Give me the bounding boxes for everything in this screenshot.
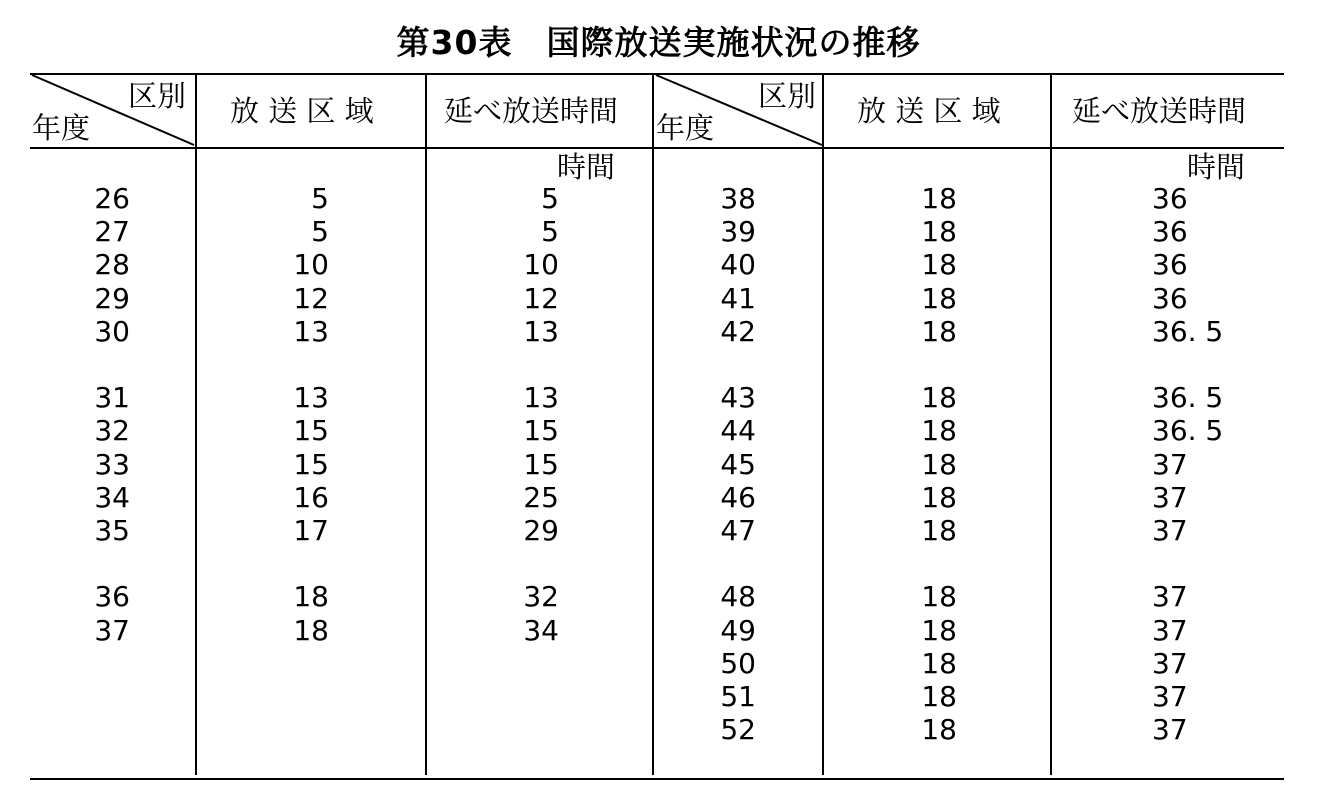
cell-right-areas: 18 [921,613,957,647]
cell-right-hours: 36 [1152,215,1188,249]
cell-left-areas: 17 [293,514,329,547]
cell-right-hours: 37 [1152,713,1188,747]
cell-left-year: 29 [94,281,130,315]
cell-left-areas: 12 [293,281,329,315]
cell-left-hours: 13 [523,381,559,415]
cell-right-year: 45 [720,447,756,481]
cell-left-year: 33 [94,447,130,481]
cell-right-areas: 18 [921,381,957,415]
cell-right-hours: 37 [1152,514,1188,547]
cell-right-areas: 18 [921,680,957,713]
cell-right-hours: 37 [1152,580,1188,614]
cell-right-areas: 18 [921,182,957,215]
cell-right-hours: 37 [1152,447,1188,481]
cell-right-areas: 18 [921,314,957,348]
col-header-broadcast-area-left: 放 送 区 域 [230,94,374,128]
cell-left-areas: 15 [293,447,329,481]
cell-left-hours: 12 [523,281,559,315]
cell-left-areas: 16 [293,480,329,514]
cell-left-hours: 25 [523,480,559,514]
table-title: 第30表 国際放送実施状況の推移 [396,23,921,62]
col-divider-2 [425,73,427,775]
cell-left-areas: 18 [293,613,329,647]
col-divider-1 [195,73,197,775]
cell-right-areas: 18 [921,580,957,614]
cell-right-year: 49 [720,613,756,647]
cell-left-year: 34 [94,480,130,514]
cell-right-year: 46 [720,480,756,514]
col-header-broadcast-hours-right: 延べ放送時間 [1072,94,1247,128]
col-divider-4 [822,73,824,775]
cell-right-areas: 18 [921,215,957,249]
col-header-broadcast-hours-left: 延べ放送時間 [444,94,619,128]
cell-left-year: 31 [94,381,130,415]
cell-right-year: 47 [720,514,756,547]
cell-right-hours: 36. 5 [1152,314,1224,348]
cell-left-hours: 15 [523,447,559,481]
cell-right-hours: 36 [1152,182,1188,215]
cell-right-year: 41 [720,281,756,315]
cell-left-year: 28 [94,248,130,282]
cell-right-hours: 37 [1152,680,1188,713]
cell-right-areas: 18 [921,281,957,315]
cell-right-hours: 36 [1152,281,1188,315]
col-divider-5 [1050,73,1052,775]
cell-right-areas: 18 [921,447,957,481]
cell-left-hours: 5 [541,215,559,249]
cell-left-year: 30 [94,314,130,348]
cell-right-areas: 18 [921,514,957,547]
cell-right-hours: 36. 5 [1152,414,1224,448]
unit-label-right: 時間 [1187,150,1246,184]
cell-left-areas: 18 [293,580,329,614]
cell-right-areas: 18 [921,248,957,282]
corner-label-year-left: 年度 [32,111,91,145]
cell-right-year: 51 [720,680,756,713]
cell-left-areas: 13 [293,314,329,348]
cell-right-year: 52 [720,713,756,747]
cell-left-year: 37 [94,613,130,647]
cell-left-hours: 13 [523,314,559,348]
unit-label-left: 時間 [557,150,616,184]
cell-right-areas: 18 [921,713,957,747]
cell-left-areas: 10 [293,248,329,282]
cell-right-year: 43 [720,381,756,415]
col-header-broadcast-area-right: 放 送 区 域 [857,94,1001,128]
cell-left-hours: 15 [523,414,559,448]
corner-label-category-right: 区別 [758,79,817,113]
cell-right-areas: 18 [921,414,957,448]
cell-right-hours: 37 [1152,613,1188,647]
cell-right-year: 40 [720,248,756,282]
cell-right-year: 39 [720,215,756,249]
cell-right-areas: 18 [921,646,957,680]
cell-left-areas: 13 [293,381,329,415]
bottom-rule [30,778,1284,780]
cell-right-hours: 36 [1152,248,1188,282]
cell-left-year: 32 [94,414,130,448]
cell-left-areas: 15 [293,414,329,448]
cell-left-year: 26 [94,182,130,215]
corner-label-category-left: 区別 [128,79,187,113]
cell-left-year: 36 [94,580,130,614]
cell-left-year: 27 [94,215,130,249]
cell-right-year: 38 [720,182,756,215]
cell-right-year: 48 [720,580,756,614]
cell-left-year: 35 [94,514,130,547]
cell-left-areas: 5 [311,215,329,249]
cell-left-hours: 32 [523,580,559,614]
cell-right-year: 50 [720,646,756,680]
cell-right-year: 44 [720,414,756,448]
col-divider-3 [652,73,654,775]
cell-left-hours: 29 [523,514,559,547]
corner-label-year-right: 年度 [656,111,715,145]
cell-right-hours: 37 [1152,646,1188,680]
cell-left-hours: 10 [523,248,559,282]
cell-right-areas: 18 [921,480,957,514]
cell-right-hours: 36. 5 [1152,381,1224,415]
cell-right-year: 42 [720,314,756,348]
cell-left-hours: 5 [541,182,559,215]
cell-left-hours: 34 [523,613,559,647]
cell-right-hours: 37 [1152,480,1188,514]
cell-left-areas: 5 [311,182,329,215]
